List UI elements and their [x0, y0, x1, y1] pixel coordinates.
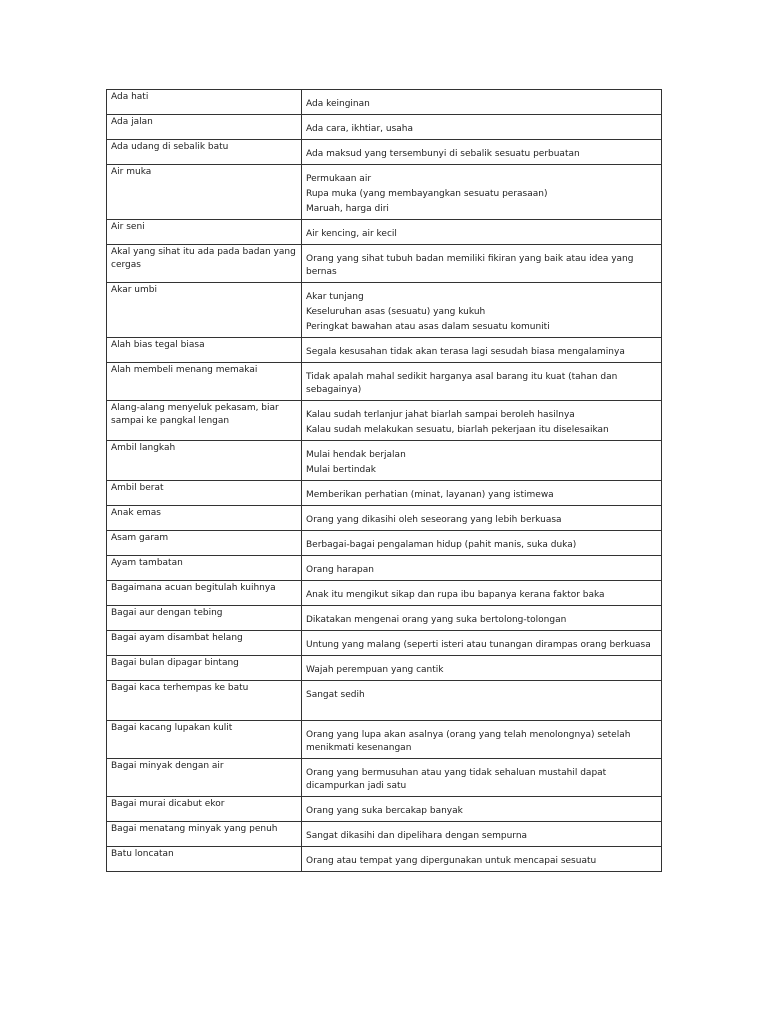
- table-row: [107, 721, 662, 759]
- idiom-term: Bagaimana acuan begitulah kuihnya: [107, 581, 302, 606]
- meaning-line: Memberikan perhatian (minat, layanan) yang istimewa: [306, 490, 554, 500]
- table-row: [107, 581, 662, 606]
- idiom-term: Anak emas: [107, 506, 302, 531]
- idiom-term: Ada jalan: [107, 115, 302, 140]
- idiom-meaning: [302, 822, 662, 847]
- idiom-term: Ada udang di sebalik batu: [107, 140, 302, 165]
- table-row: [107, 531, 662, 556]
- idiom-term: Asam garam: [107, 531, 302, 556]
- meaning-line: Untung yang malang (seperti isteri atau tunangan dirampas orang berkuasa: [306, 640, 651, 650]
- idiom-term: Ambil berat: [107, 481, 302, 506]
- idiom-meaning: [302, 90, 662, 115]
- idiom-meaning: [302, 115, 662, 140]
- meaning-line: Orang yang bermusuhan atau yang tidak sehaluan mustahil dapat dicampurkan jadi satu: [306, 768, 607, 791]
- meaning-line: Ada maksud yang tersembunyi di sebalik sesuatu perbuatan: [306, 149, 580, 159]
- idiom-meaning: [302, 631, 662, 656]
- meaning-line: Rupa muka (yang membayangkan sesuatu perasaan): [306, 189, 548, 199]
- idiom-table-body: [107, 90, 662, 872]
- idiom-term: Alang-alang menyeluk pekasam, biar sampai ke pangkal lengan: [107, 401, 302, 441]
- meaning-line: Segala kesusahan tidak akan terasa lagi sesudah biasa mengalaminya: [306, 347, 625, 357]
- idiom-table: [106, 89, 662, 872]
- meaning-line: Sangat sedih: [306, 690, 365, 700]
- table-row: [107, 631, 662, 656]
- idiom-term: Akal yang sihat itu ada pada badan yang cergas: [107, 245, 302, 283]
- idiom-term: Batu loncatan: [107, 847, 302, 872]
- idiom-term: Bagai menatang minyak yang penuh: [107, 822, 302, 847]
- table-row: [107, 606, 662, 631]
- meaning-line: Permukaan air: [306, 174, 372, 184]
- idiom-meaning: [302, 759, 662, 797]
- idiom-meaning: [302, 140, 662, 165]
- table-row: [107, 797, 662, 822]
- meaning-line: Orang yang dikasihi oleh seseorang yang lebih berkuasa: [306, 515, 562, 525]
- meaning-line: Kalau sudah terlanjur jahat biarlah sampai beroleh hasilnya: [306, 410, 575, 420]
- table-row: [107, 656, 662, 681]
- meaning-line: Tidak apalah mahal sedikit harganya asal barang itu kuat (tahan dan sebagainya): [306, 372, 618, 395]
- idiom-meaning: [302, 283, 662, 338]
- meaning-line: Wajah perempuan yang cantik: [306, 665, 444, 675]
- idiom-meaning: [302, 338, 662, 363]
- idiom-meaning: [302, 531, 662, 556]
- meaning-line: Sangat dikasihi dan dipelihara dengan sempurna: [306, 831, 528, 841]
- idiom-meaning: [302, 606, 662, 631]
- idiom-meaning: [302, 721, 662, 759]
- meaning-line: Ada cara, ikhtiar, usaha: [306, 124, 413, 134]
- idiom-meaning: [302, 441, 662, 481]
- meaning-line: Orang yang sihat tubuh badan memiliki fikiran yang baik atau idea yang bernas: [306, 254, 634, 277]
- idiom-meaning: [302, 220, 662, 245]
- meaning-line: [306, 704, 657, 717]
- table-row: [107, 506, 662, 531]
- idiom-term: Alah membeli menang memakai: [107, 363, 302, 401]
- meaning-line: Orang yang suka bercakap banyak: [306, 806, 463, 816]
- meaning-line: Orang atau tempat yang dipergunakan untuk mencapai sesuatu: [306, 856, 597, 866]
- idiom-meaning: [302, 363, 662, 401]
- table-row: [107, 245, 662, 283]
- meaning-line: Peringkat bawahan atau asas dalam sesuatu komuniti: [306, 322, 550, 332]
- meaning-line: Maruah, harga diri: [306, 204, 389, 214]
- table-row: [107, 441, 662, 481]
- idiom-term: Air seni: [107, 220, 302, 245]
- idiom-meaning: [302, 401, 662, 441]
- idiom-term: Bagai bulan dipagar bintang: [107, 656, 302, 681]
- idiom-term: Bagai murai dicabut ekor: [107, 797, 302, 822]
- idiom-meaning: [302, 681, 662, 721]
- idiom-term: Ayam tambatan: [107, 556, 302, 581]
- meaning-line: Air kencing, air kecil: [306, 229, 397, 239]
- idiom-term: Ada hati: [107, 90, 302, 115]
- meaning-line: Keseluruhan asas (sesuatu) yang kukuh: [306, 307, 486, 317]
- idiom-meaning: [302, 581, 662, 606]
- idiom-meaning: [302, 481, 662, 506]
- idiom-term: Alah bias tegal biasa: [107, 338, 302, 363]
- table-row: [107, 338, 662, 363]
- idiom-term: Akar umbi: [107, 283, 302, 338]
- table-row: [107, 681, 662, 721]
- idiom-term: Air muka: [107, 165, 302, 220]
- idiom-meaning: [302, 506, 662, 531]
- table-row: [107, 115, 662, 140]
- meaning-line: Anak itu mengikut sikap dan rupa ibu bapanya kerana faktor baka: [306, 590, 605, 600]
- meaning-line: Mulai hendak berjalan: [306, 450, 406, 460]
- idiom-meaning: [302, 847, 662, 872]
- idiom-meaning: [302, 165, 662, 220]
- table-row: [107, 556, 662, 581]
- meaning-line: Mulai bertindak: [306, 465, 376, 475]
- idiom-term: Ambil langkah: [107, 441, 302, 481]
- table-row: [107, 140, 662, 165]
- table-row: [107, 481, 662, 506]
- table-row: [107, 90, 662, 115]
- idiom-term: Bagai kaca terhempas ke batu: [107, 681, 302, 721]
- meaning-line: Orang harapan: [306, 565, 374, 575]
- idiom-meaning: [302, 656, 662, 681]
- table-row: [107, 220, 662, 245]
- meaning-line: Berbagai-bagai pengalaman hidup (pahit manis, suka duka): [306, 540, 577, 550]
- idiom-meaning: [302, 245, 662, 283]
- table-row: [107, 165, 662, 220]
- meaning-line: Orang yang lupa akan asalnya (orang yang telah menolongnya) setelah menikmati kesenangan: [306, 730, 631, 753]
- table-row: [107, 822, 662, 847]
- table-row: [107, 759, 662, 797]
- idiom-term: Bagai ayam disambat helang: [107, 631, 302, 656]
- idiom-term: Bagai aur dengan tebing: [107, 606, 302, 631]
- table-row: [107, 363, 662, 401]
- idiom-term: Bagai kacang lupakan kulit: [107, 721, 302, 759]
- meaning-line: Dikatakan mengenai orang yang suka bertolong-tolongan: [306, 615, 567, 625]
- meaning-line: Akar tunjang: [306, 292, 364, 302]
- table-row: [107, 283, 662, 338]
- idiom-term: Bagai minyak dengan air: [107, 759, 302, 797]
- idiom-meaning: [302, 797, 662, 822]
- meaning-line: Ada keinginan: [306, 99, 370, 109]
- idiom-meaning: [302, 556, 662, 581]
- table-row: [107, 847, 662, 872]
- table-row: [107, 401, 662, 441]
- meaning-line: Kalau sudah melakukan sesuatu, biarlah pekerjaan itu diselesaikan: [306, 425, 609, 435]
